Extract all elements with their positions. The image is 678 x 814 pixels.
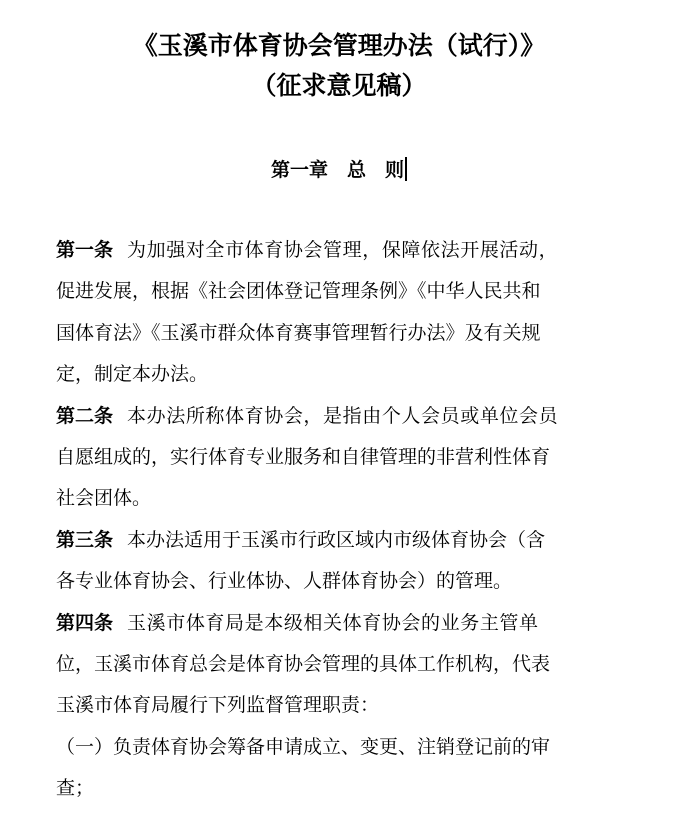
article-3-line-1	[56, 520, 616, 561]
article-4-line-3: 玉溪市体育局履行下列监督管理职责：	[56, 694, 380, 717]
article-1-line-3: 国体育法》《玉溪市群众体育赛事管理暂行办法》及有关规	[56, 321, 541, 344]
article-1-text-1: 为加强对全市体育协会管理，保障依法开展活动，	[127, 239, 559, 261]
article-2-line-1	[56, 396, 616, 437]
article-1-line-2: 促进发展，根据《社会团体登记管理条例》《中华人民共和	[56, 280, 541, 303]
article-4-line-1	[56, 603, 616, 644]
article-1-line-4: 定，制定本办法。	[56, 363, 209, 386]
article-4-text-1: 玉溪市体育局是本级相关体育协会的业务主管单	[127, 611, 539, 634]
article-3-text-1: 本办法适用于玉溪市行政区域内市级体育协会（含	[127, 528, 546, 551]
article-2-line-2: 自愿组成的，实行体育专业服务和自律管理的非营利性体育	[56, 445, 551, 468]
item-1-line-1: （一）负责体育协会筹备申请成立、变更、注销登记前的审	[56, 735, 551, 758]
article-4-line-2: 位，玉溪市体育总会是体育协会管理的具体工作机构，代表	[56, 652, 551, 675]
document-title: 《玉溪市体育协会管理办法（试行）》	[132, 31, 546, 60]
article-3-label: 第三条	[56, 528, 114, 551]
article-1-label: 第一条	[56, 239, 114, 261]
article-2-line-3: 社会团体。	[56, 487, 152, 510]
article-1-line-1	[56, 230, 616, 271]
article-2-text-1: 本办法所称体育协会，是指由个人会员或单位会员	[127, 404, 559, 427]
item-1-line-2: 查；	[56, 777, 95, 800]
chapter-heading-text: 第一章 总 则	[270, 159, 404, 181]
article-2-label: 第二条	[56, 404, 114, 427]
article-4-label: 第四条	[56, 611, 114, 634]
document-body	[56, 230, 616, 809]
document-subtitle: （征求意见稿）	[251, 71, 427, 100]
text-cursor	[405, 157, 407, 181]
article-3-line-2: 各专业体育协会、行业体协、人群体育协会）的管理。	[56, 570, 513, 593]
chapter-heading	[0, 156, 678, 184]
